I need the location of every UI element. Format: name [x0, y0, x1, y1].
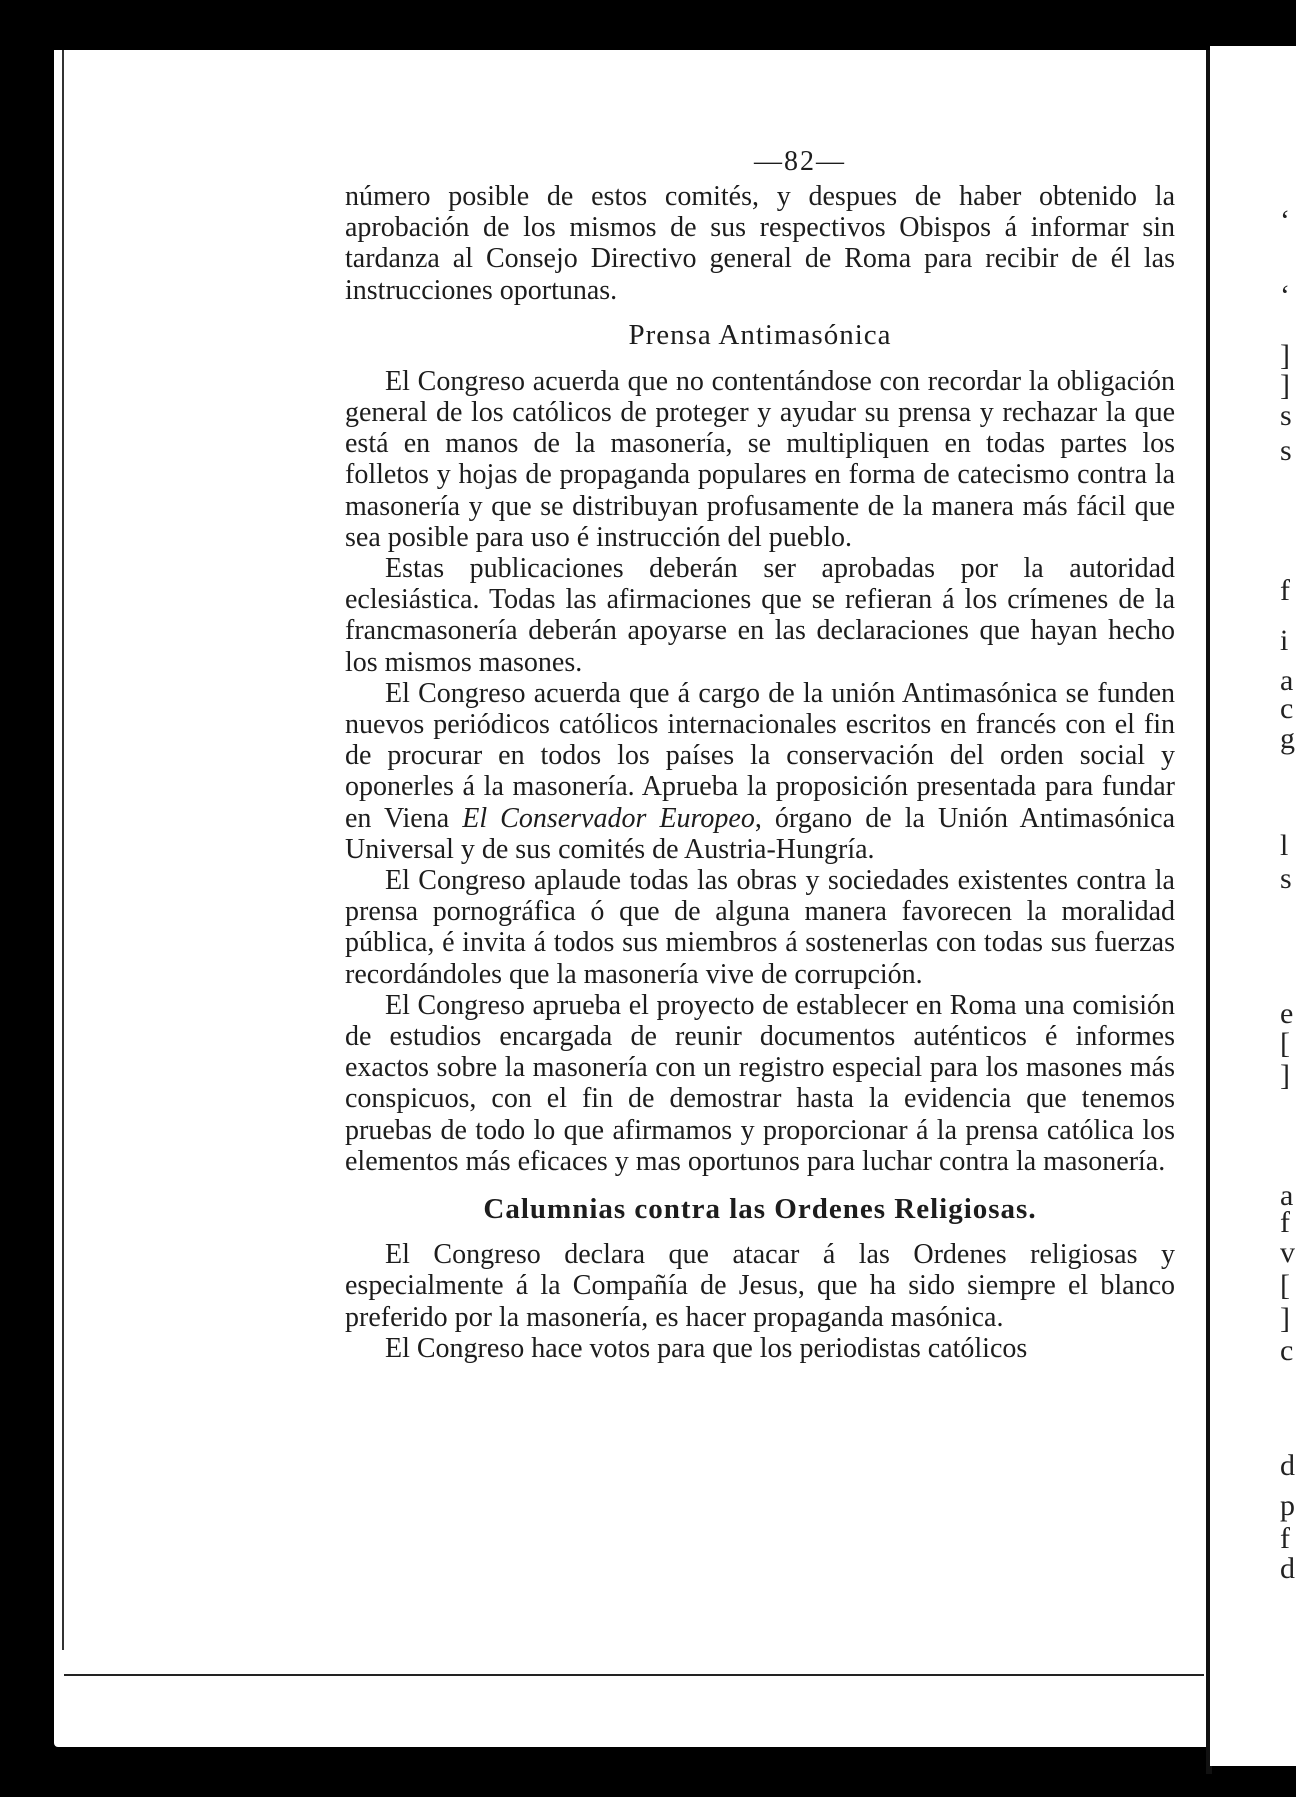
facing-page-glyph: v: [1280, 1236, 1295, 1269]
page-edge-bottom: [64, 1674, 1204, 1676]
facing-page-glyph: c: [1280, 1334, 1294, 1367]
paragraph-text: El Congreso acuerda que á cargo de la unión Antimasónica se funden nuevos periódicos católicos internacionales escritos en francés con el fin de procurar en todos los países la conservación del orden social y oponerles á la masonería. Aprueba la proposición presentada para fundar en Viena: [345, 677, 1175, 834]
paragraph: El Congreso aprueba el proyecto de establecer en Roma una comisión de estudios encargada de reunir documentos auténticos é informes exactos sobre la masonería con un registro especial para los masones más conspicuos, con el fin de demostrar hasta la evidencia que tenemos pruebas de todo lo que afirmamos y proporcionar á la prensa católica los elementos más eficaces y mas oportunos para luchar contra la masonería.: [345, 989, 1175, 1177]
facing-page-glyph: f: [1280, 1522, 1290, 1555]
paragraph: El Congreso acuerda que no contentándose con recordar la obligación general de los católicos de proteger y ayudar su prensa y rechazar la que está en manos de la masonería, se multipliquen en todas partes los folletos y hojas de propaganda populares en forma de catecismo contra la masonería y que se distribuyan profusamente de la manera más fácil que sea posible para uso é instrucción del pueblo.: [345, 365, 1175, 553]
facing-page-glyph: a: [1280, 664, 1294, 697]
page-number: —82—: [754, 146, 846, 177]
facing-page-glyph: d: [1280, 1449, 1295, 1482]
facing-page-glyph: ]: [1280, 339, 1290, 372]
facing-page-glyph: f: [1280, 574, 1290, 607]
facing-page-glyph: f: [1280, 1206, 1290, 1239]
facing-page-fragment: [1210, 46, 1296, 1766]
paragraph-text: , órgano de la Unión Antimasónica Universal y de sus comités de Austria-Hungría.: [345, 802, 1175, 865]
facing-page-glyph: i: [1280, 624, 1289, 657]
section-heading-calumnias: Calumnias contra las Ordenes Religiosas.: [483, 1193, 1037, 1226]
paragraph: El Congreso aplaude todas las obras y sociedades existentes contra la prensa pornográfica ó que de alguna manera favorecen la moralidad pública, é invita á todos sus miembros á sostenerlas con todas sus fuerzas recordándoles que la masonería vive de corrupción.: [345, 865, 1175, 990]
facing-page-glyph: s: [1280, 862, 1292, 895]
facing-page-glyph: ]: [1280, 1059, 1290, 1092]
paragraph: El Congreso hace votos para que los periodistas católicos: [385, 1332, 1028, 1364]
facing-page-glyph: ‘: [1280, 204, 1290, 237]
facing-page-glyph: c: [1280, 692, 1294, 725]
facing-page-glyph: d: [1280, 1552, 1295, 1585]
facing-page-glyph: ]: [1280, 1302, 1290, 1335]
facing-page-glyph: [: [1280, 1027, 1290, 1060]
continuation-paragraph: número posible de estos comités, y despues de haber obtenido la aprobación de los mismos de sus respectivos Obispos á informar sin tardanza al Consejo Directivo general de Roma para recibir de él las instrucciones oportunas.: [345, 181, 1175, 306]
periodical-title: El Conservador Europeo: [462, 802, 755, 834]
facing-page-glyph: ]: [1280, 369, 1290, 402]
facing-page-glyph: s: [1280, 399, 1292, 432]
section-heading-prensa: Prensa Antimasónica: [628, 318, 892, 351]
page-edge-left: [62, 50, 64, 1650]
page-text-block: [345, 143, 1175, 1364]
facing-page-glyph: [: [1280, 1269, 1290, 1302]
facing-page-glyph: g: [1280, 722, 1295, 755]
facing-page-glyph: s: [1280, 434, 1292, 467]
facing-page-glyph: a: [1280, 1179, 1294, 1212]
facing-page-glyph: e: [1280, 997, 1294, 1030]
facing-page-glyph: l: [1280, 829, 1289, 862]
paragraph: [345, 678, 1175, 865]
paragraph: El Congreso declara que atacar á las Ordenes religiosas y especialmente á la Compañía de Jesus, que ha sido siempre el blanco preferido por la masonería, es hacer propaganda masónica.: [345, 1239, 1175, 1333]
facing-page-glyph: p: [1280, 1489, 1295, 1522]
paragraph: Estas publicaciones deberán ser aprobadas por la autoridad eclesiástica. Todas las afirmaciones que se refieran á los crímenes de la francmasonería deberán apoyarse en las declaraciones que hayan hecho los mismos masones.: [345, 553, 1175, 678]
facing-page-glyph: ‘: [1280, 279, 1290, 312]
